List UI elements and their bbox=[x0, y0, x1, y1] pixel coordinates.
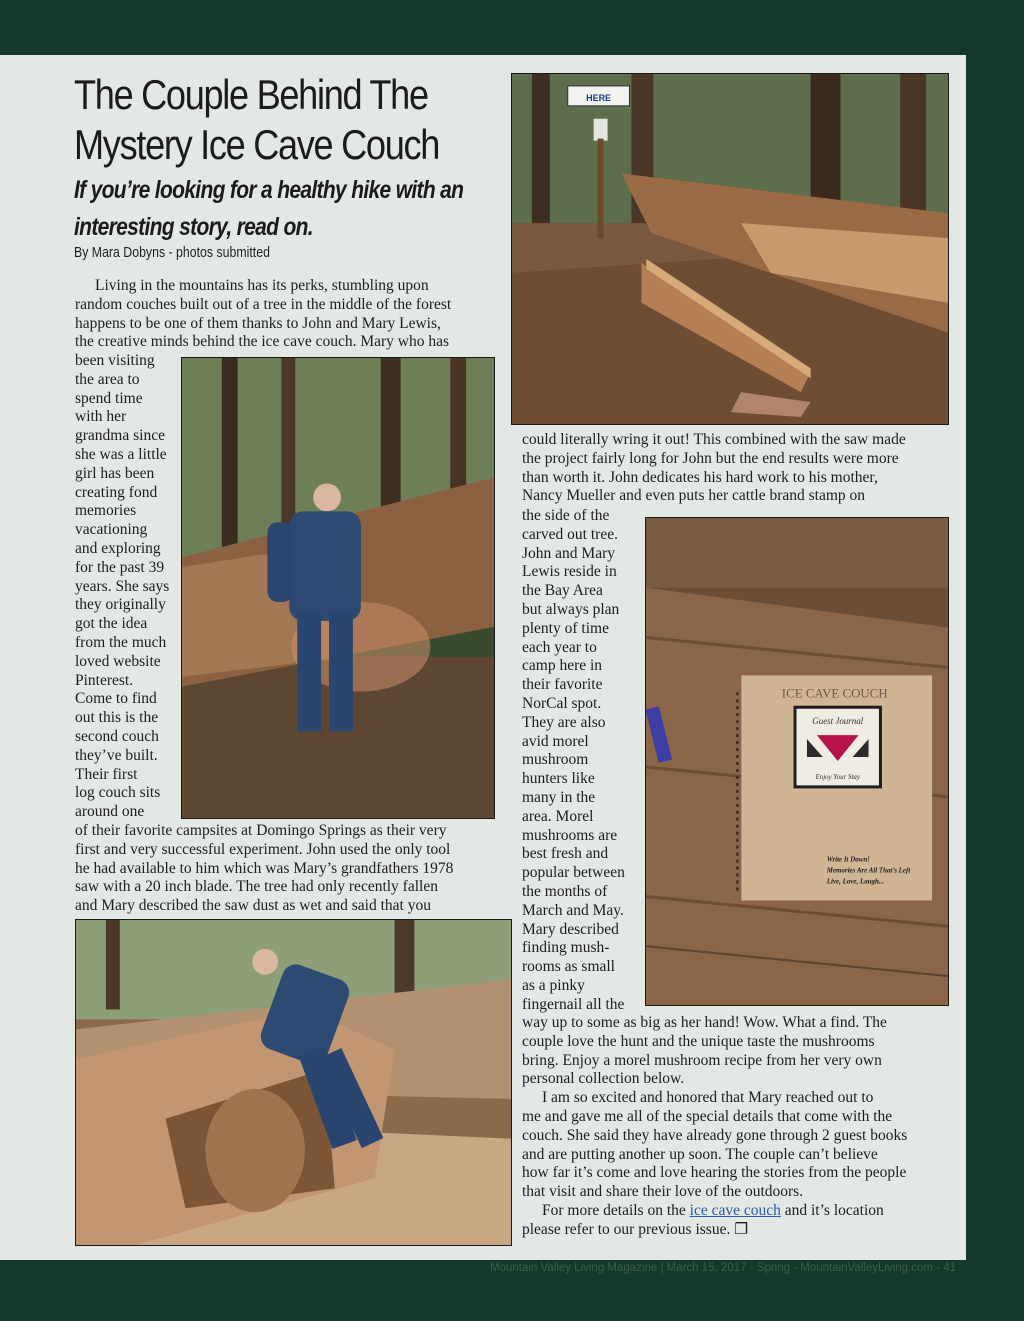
journal-cover-title: ICE CAVE COUCH bbox=[781, 685, 888, 701]
final-line: For more details on the ice cave couch and it’s location bbox=[542, 1201, 884, 1219]
col2-paragraph-mushrooms bbox=[522, 1014, 907, 1089]
text-line: finding mush- bbox=[522, 939, 610, 957]
text-line: best fresh and bbox=[522, 845, 609, 863]
article-title bbox=[74, 70, 439, 170]
text-line: creating fond bbox=[75, 483, 158, 501]
text-line: of their favorite campsites at Domingo Springs as their very bbox=[75, 822, 447, 839]
text-line: memories bbox=[75, 502, 137, 520]
text-line: he had available to him which was Mary’s grandfathers 1978 bbox=[75, 859, 454, 877]
title-line-2: Mystery Ice Cave Couch bbox=[74, 121, 440, 168]
text-line: got the idea bbox=[75, 615, 148, 633]
text-line: plenty of time bbox=[522, 619, 609, 637]
journal-note-3: Live, Love, Laugh... bbox=[826, 877, 885, 886]
text-line: couple love the hunt and the unique taste the mushrooms bbox=[522, 1032, 875, 1050]
text-line: as a pinky bbox=[522, 976, 585, 994]
text-line: avid morel bbox=[522, 732, 589, 750]
text-line: Lewis reside in bbox=[522, 563, 617, 581]
text-line: loved website bbox=[75, 652, 161, 670]
text-line: they originally bbox=[75, 596, 166, 614]
text-line: random couches built out of a tree in the middle of the forest bbox=[75, 295, 452, 313]
text-line: girl has been bbox=[75, 464, 155, 482]
text-line: mushrooms are bbox=[522, 826, 618, 844]
text-line: camp here in bbox=[522, 657, 603, 675]
text-line: for the past 39 bbox=[75, 558, 165, 576]
text-line: Their first bbox=[75, 765, 138, 783]
text-line: I am so excited and honored that Mary reached out to bbox=[542, 1089, 874, 1107]
photo-man-sawing-log bbox=[181, 357, 495, 819]
col1-top-text bbox=[75, 277, 451, 352]
text-line: Come to find bbox=[75, 690, 157, 708]
final-line-2: please refer to our previous issue. ❐ bbox=[522, 1220, 749, 1238]
text-line: first and very successful experiment. John used the only tool bbox=[75, 840, 451, 858]
text-line: bring. Enjoy a morel mushroom recipe from her very own bbox=[522, 1051, 882, 1069]
text-line: Living in the mountains has its perks, stumbling upon bbox=[95, 277, 429, 294]
text-line: happens to be one of them thanks to John and Mary Lewis, bbox=[75, 314, 441, 332]
article-subtitle bbox=[74, 172, 463, 246]
text-line: saw with a 20 inch blade. The tree had only recently fallen bbox=[75, 878, 438, 896]
text-line: but always plan bbox=[522, 600, 620, 618]
journal-label-bottom: Enjoy Your Stay bbox=[815, 772, 860, 781]
text-line: how far it’s come and love hearing the stories from the people bbox=[522, 1164, 907, 1182]
text-line: area. Morel bbox=[522, 807, 594, 825]
text-line: popular between bbox=[522, 864, 625, 882]
col1-bottom-text bbox=[75, 822, 453, 916]
text-line: from the much bbox=[75, 633, 167, 651]
text-line: Nancy Mueller and even puts her cattle brand stamp on bbox=[522, 487, 866, 505]
text-line: the months of bbox=[522, 882, 608, 900]
text-line: could literally wring it out! This combined with the saw made bbox=[522, 431, 906, 448]
text-line: second couch bbox=[75, 727, 159, 745]
text-line: many in the bbox=[522, 788, 596, 806]
text-line: and Mary described the saw dust as wet and said that you bbox=[75, 897, 431, 915]
col2-wrapped-text bbox=[522, 507, 625, 1015]
journal-note-1: Write It Down! bbox=[826, 855, 870, 864]
text-line: NorCal spot. bbox=[522, 694, 602, 712]
text-line: they’ve built. bbox=[75, 746, 158, 764]
here-sign-text: HERE bbox=[586, 92, 612, 103]
text-line: and are putting another up soon. The couple can’t believe bbox=[522, 1145, 878, 1163]
text-line: me and gave me all of the special details that come with the bbox=[522, 1107, 893, 1125]
text-line: than worth it. John dedicates his hard work to his mother, bbox=[522, 468, 878, 486]
text-line: Mary described bbox=[522, 920, 619, 938]
subtitle-line-1: If you’re looking for a healthy hike with an bbox=[74, 176, 464, 204]
ice-cave-couch-link[interactable]: ice cave couch bbox=[689, 1201, 781, 1219]
text-line: years. She says bbox=[75, 577, 170, 595]
text-line: the side of the bbox=[522, 507, 610, 524]
text-line: and exploring bbox=[75, 539, 161, 557]
text-line: out this is the bbox=[75, 709, 159, 727]
text-line: been visiting bbox=[75, 352, 155, 369]
photo-man-carving-log bbox=[75, 919, 512, 1246]
text-line: the creative minds behind the ice cave couch. Mary who has bbox=[75, 333, 450, 351]
text-line: spend time bbox=[75, 389, 143, 407]
text-line: mushroom bbox=[522, 751, 589, 769]
col2-paragraph-honored bbox=[522, 1089, 907, 1202]
text-line: log couch sits bbox=[75, 784, 161, 802]
text-line: the project fairly long for John but the end results were more bbox=[522, 449, 899, 467]
text-line: she was a little bbox=[75, 445, 167, 463]
col2-bottom-text bbox=[522, 1014, 907, 1240]
text-line: Pinterest. bbox=[75, 671, 134, 689]
text-line: way up to some as big as her hand! Wow. What a find. The bbox=[522, 1014, 887, 1031]
text-line: John and Mary bbox=[522, 544, 615, 562]
text-line: their favorite bbox=[522, 676, 603, 694]
journal-label-title: Guest Journal bbox=[812, 716, 864, 727]
text-line: hunters like bbox=[522, 770, 595, 788]
photo-log-couch-forest bbox=[511, 73, 949, 425]
text-line: around one bbox=[75, 803, 145, 821]
subtitle-line-2: interesting story, read on. bbox=[74, 213, 313, 241]
text-line: March and May. bbox=[522, 901, 624, 919]
col2-top-text bbox=[522, 431, 906, 506]
text-line: each year to bbox=[522, 638, 597, 656]
text-line: the Bay Area bbox=[522, 582, 603, 600]
journal-note-2: Memories Are All That’s Left bbox=[826, 866, 911, 875]
text-line: personal collection below. bbox=[522, 1070, 685, 1088]
text-line: fingernail all the bbox=[522, 995, 625, 1013]
text-line: vacationing bbox=[75, 521, 148, 539]
text-line: that visit and share their love of the outdoors. bbox=[522, 1183, 804, 1201]
page-footer: Mountain Valley Living Magazine | March 15, 2017 - Spring - MountainValleyLiving.com - 41 bbox=[490, 1262, 956, 1274]
text-line: couch. She said they have already gone through 2 guest books bbox=[522, 1126, 908, 1144]
text-line: with her bbox=[75, 408, 127, 426]
text-line: carved out tree. bbox=[522, 525, 618, 543]
photo-guest-journal bbox=[645, 517, 949, 1006]
byline: By Mara Dobyns - photos submitted bbox=[74, 245, 270, 261]
text-line: They are also bbox=[522, 713, 606, 731]
text-line: grandma since bbox=[75, 427, 165, 445]
col1-wrapped-text bbox=[75, 352, 169, 822]
text-line: rooms as small bbox=[522, 958, 615, 976]
text-line: the area to bbox=[75, 370, 140, 388]
title-line-1: The Couple Behind The bbox=[74, 71, 428, 118]
